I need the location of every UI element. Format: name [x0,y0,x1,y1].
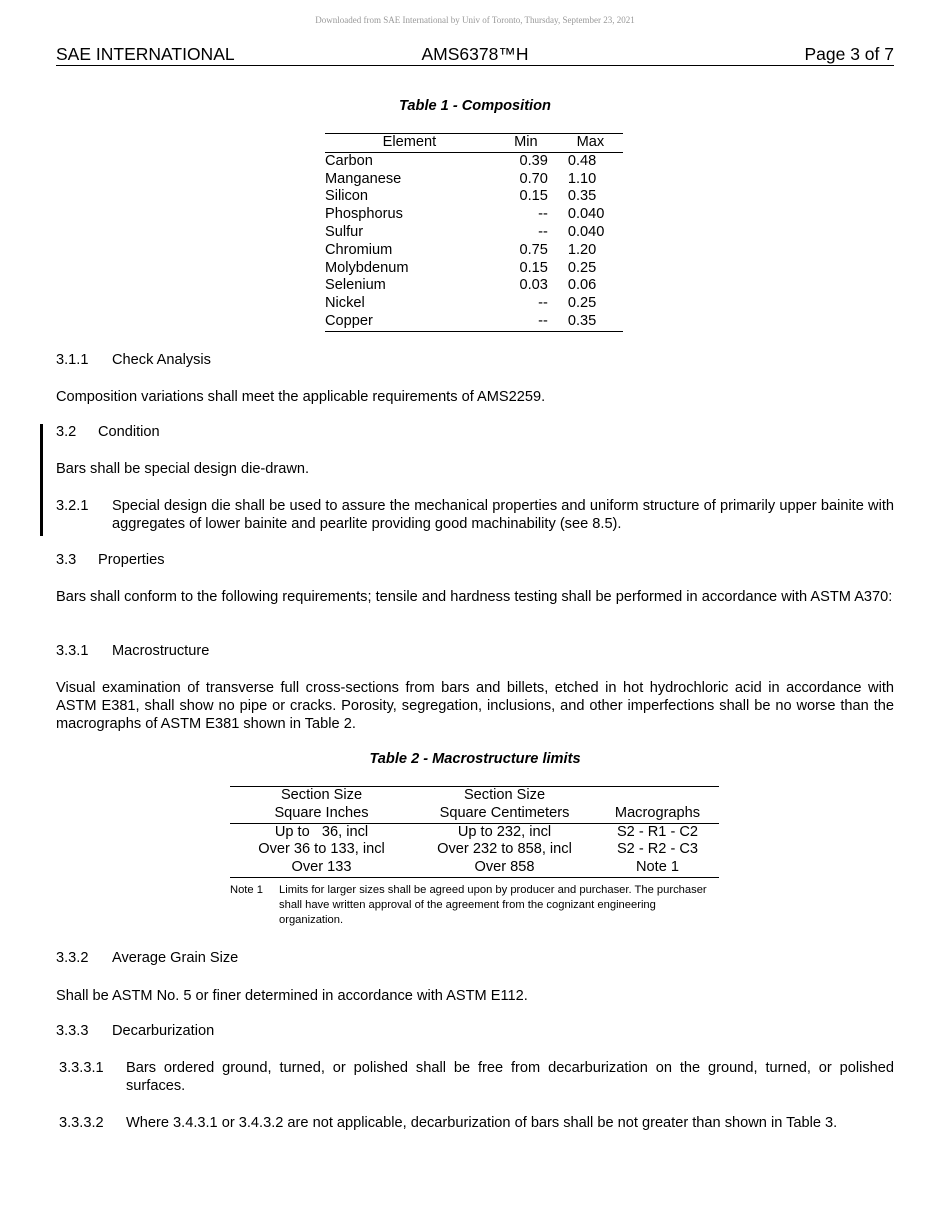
table-cell: Sulfur [325,223,364,240]
table-cell: S2 - R1 - C2 [616,823,699,840]
table-row [325,277,623,295]
revision-change-bar [40,424,43,536]
table1-caption: Table 1 - Composition [399,98,551,114]
table-cell: Up to 36, incl [274,823,369,840]
table-row [325,171,623,189]
header-doc-number: AMS6378™H [421,44,529,64]
table-header-row [230,787,719,824]
section-body: Special design die shall be used to assure the mechanical properties and uniform structure of primarily upper bainite with aggregates of lower bainite and pearlite providing good machinability (see 8.5). [112,498,894,532]
table-row [325,260,623,278]
section-3-3-3-heading [56,1023,214,1039]
column-header: Element [325,134,494,153]
section-number: 3.2 [56,424,77,440]
table-row [325,224,623,242]
table-cell: 1.20 [567,241,597,258]
table-cell: Note 1 [636,859,679,876]
note-text: Limits for larger sizes shall be agreed upon by producer and purchaser. The purchaser shall have written approval of the agreement from the cognizant engineering organization. [279,884,707,926]
table-cell: Silicon [325,188,368,205]
section-3-3-2-heading [56,950,238,966]
table-row [230,823,719,841]
table-row [230,841,719,859]
table-cell: Over 232 to 858, incl [437,841,572,858]
table-row [325,152,623,170]
table-cell: 0.15 [519,188,548,205]
table-cell: 0.48 [567,152,597,169]
table-cell: Selenium [325,277,386,294]
section-number: 3.3.3 [56,1023,89,1039]
section-title: Macrostructure [112,643,210,659]
table-cell: 0.03 [519,277,548,294]
section-number: 3.3.1 [56,643,89,659]
table-cell: 0.06 [567,277,597,294]
section-3-2-heading [56,424,160,440]
section-title: Condition [98,424,160,440]
header-org: SAE INTERNATIONAL [56,44,235,64]
section-3-1-1-heading [56,352,211,368]
table-row [325,188,623,206]
section-title: Average Grain Size [112,950,239,966]
table-cell: 0.040 [567,206,605,223]
page-header [56,43,894,66]
table-cell: 0.75 [519,241,548,258]
column-header: Macrographs [596,787,719,824]
table-cell: Nickel [325,295,365,312]
column-header: Max [558,134,623,153]
table-cell: Phosphorus [325,206,403,223]
section-3-3-3-1 [56,1059,894,1099]
table-cell: Copper [325,312,373,329]
section-3-1-1-body: Composition variations shall meet the applicable requirements of AMS2259. [56,389,546,405]
column-header: Section Size Square Inches [230,787,413,824]
section-body: Bars ordered ground, turned, or polished shall be free from decarburization on the ground, turned, or polished surfaces. [126,1060,894,1094]
table-cell: Molybdenum [325,259,409,276]
table-cell: -- [538,206,548,223]
table-cell: 0.35 [567,312,597,329]
section-3-3-body: Bars shall conform to the following requirements; tensile and hardness testing shall be performed in accordance with ASTM A370: [56,589,893,605]
section-number: 3.3 [56,552,77,568]
section-number: 3.2.1 [56,498,89,514]
table-cell: Up to 232, incl [457,823,552,840]
table-row [325,313,623,331]
table-cell: 0.70 [519,170,548,187]
section-3-3-2-body: Shall be ASTM No. 5 or finer determined in accordance with ASTM E112. [56,988,528,1004]
macrostructure-table [230,786,719,878]
table-row [325,206,623,224]
section-3-3-heading [56,552,165,568]
section-body: Where 3.4.3.1 or 3.4.3.2 are not applicable, decarburization of bars shall be not greater than shown in Table 3. [126,1115,838,1131]
table-cell: 0.040 [567,223,605,240]
table-cell: 1.10 [567,170,597,187]
header-page-number: Page 3 of 7 [804,44,894,64]
download-watermark: Downloaded from SAE International by Univ of Toronto, Thursday, September 23, 2021 [315,15,635,25]
table2-caption: Table 2 - Macrostructure limits [369,751,581,767]
table-cell: Chromium [325,241,393,258]
table-row [325,295,623,313]
note-label: Note 1 [230,884,263,896]
table-cell: 0.39 [519,152,548,169]
section-number: 3.3.3.1 [59,1060,104,1076]
table-cell: 0.25 [567,259,597,276]
table-header-row [325,134,623,153]
table-cell: Carbon [325,152,373,169]
composition-table [325,133,623,332]
section-3-2-1 [56,497,894,537]
table-cell: Over 133 [291,859,352,876]
section-3-3-3-2 [56,1114,894,1134]
section-3-3-1-heading [56,643,209,659]
table-cell: Manganese [325,170,402,187]
section-3-2-body: Bars shall be special design die-drawn. [56,461,310,477]
table-row [325,242,623,260]
table-row [230,859,719,877]
column-header: Section Size Square Centimeters [413,787,596,824]
section-title: Properties [98,552,165,568]
section-title: Decarburization [112,1023,215,1039]
section-number: 3.1.1 [56,352,89,368]
table-cell: 0.15 [519,259,548,276]
table-cell: Over 36 to 133, incl [258,841,385,858]
column-header: Min [494,134,558,153]
section-number: 3.3.3.2 [59,1115,104,1131]
table-cell: Over 858 [474,859,535,876]
table-cell: -- [538,312,548,329]
table-cell: -- [538,223,548,240]
section-3-3-1-body: Visual examination of transverse full cross-sections from bars and billets, etched in hot hydrochloric acid in accordance with ASTM E381, shall show no pipe or cracks. Porosity, segregation, inclusions, and other imperfections shall be no worse than the macrographs of ASTM E381 shown in Table 2. [56,680,894,732]
section-number: 3.3.2 [56,950,89,966]
section-title: Check Analysis [112,352,211,368]
table-cell: -- [538,295,548,312]
table-cell: S2 - R2 - C3 [616,841,699,858]
table-cell: 0.35 [567,188,597,205]
table-cell: 0.25 [567,295,597,312]
